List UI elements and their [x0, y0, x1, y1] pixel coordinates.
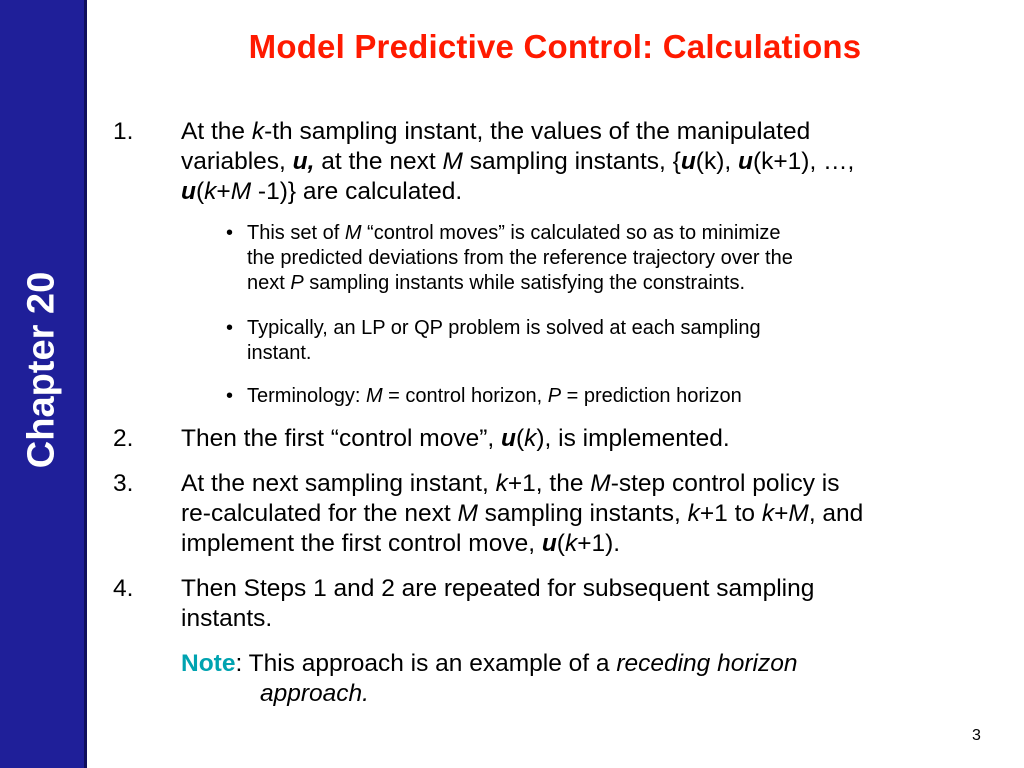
sub-line-3: next P sampling instants while satisfying the constraints. [247, 272, 746, 294]
item-number: 1. [113, 118, 134, 145]
bullet-dot: • [226, 385, 234, 407]
page-number: 3 [972, 727, 981, 744]
item-line-1: Then the first “control move”, u(k), is implemented. [181, 425, 730, 452]
item-text [181, 574, 1001, 634]
item-number: 2. [113, 425, 134, 452]
note-line-1: Note: This approach is an example of a receding horizon [181, 650, 798, 677]
item-line-2: variables, u, at the next M sampling instants, {u(k), u(k+1), …, [181, 148, 855, 175]
note-line-2: approach. [260, 680, 369, 707]
sub-bullet-text [247, 316, 977, 366]
item-text [181, 424, 1001, 454]
sub-line-1: This set of M “control moves” is calculated so as to minimize [247, 222, 781, 244]
sub-line-1: Terminology: M = control horizon, P = prediction horizon [247, 385, 742, 407]
item-line-1: At the next sampling instant, k+1, the M-step control policy is [181, 470, 840, 497]
sub-line-2: instant. [247, 342, 312, 364]
bullet-dot: • [226, 317, 234, 339]
item-text [181, 469, 1001, 559]
item-number: 4. [113, 575, 134, 602]
item-line-1: Then Steps 1 and 2 are repeated for subsequent sampling [181, 575, 815, 602]
item-line-1: At the k-th sampling instant, the values of the manipulated [181, 118, 811, 145]
chapter-label: Chapter 20 [20, 271, 63, 469]
item-text [181, 117, 1001, 207]
item-line-3: u(k+M -1)} are calculated. [181, 178, 463, 205]
note-block [181, 649, 1001, 709]
sidebar-edge [84, 0, 87, 768]
item-line-2: instants. [181, 605, 273, 632]
slide-title: Model Predictive Control: Calculations [248, 28, 862, 65]
sub-bullet-text [247, 384, 977, 409]
sub-line-2: the predicted deviations from the reference trajectory over the [247, 247, 793, 269]
item-line-3: implement the first control move, u(k+1). [181, 530, 621, 557]
bullet-dot: • [226, 222, 234, 244]
note-label: Note [181, 650, 236, 677]
sub-bullet-text [247, 221, 977, 296]
item-line-2: re-calculated for the next M sampling instants, k+1 to k+M, and [181, 500, 864, 527]
item-number: 3. [113, 470, 134, 497]
sub-line-1: Typically, an LP or QP problem is solved at each sampling [247, 317, 761, 339]
